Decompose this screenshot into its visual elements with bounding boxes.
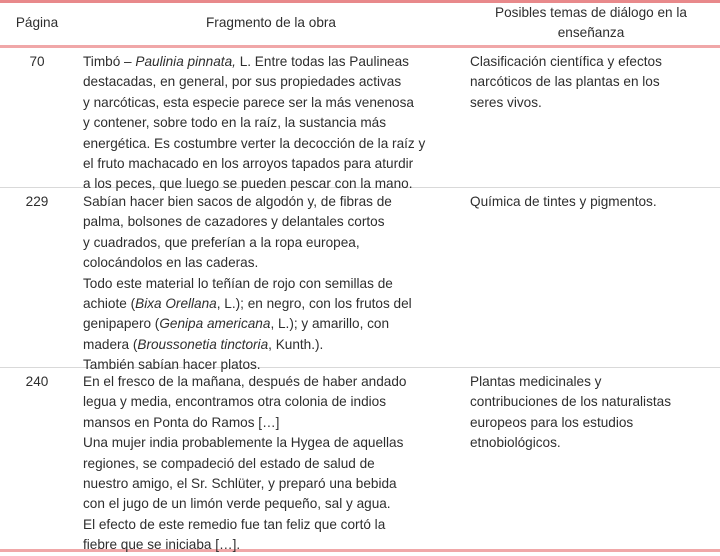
fragment-line: [83, 274, 463, 294]
theme-line: europeos para los estudios: [470, 414, 634, 430]
fragment-line: [83, 72, 463, 92]
text-segment: , L.); en negro, con los frutos del: [216, 296, 412, 312]
fragment-line: [83, 372, 463, 392]
text-segment: fiebre que se iniciaba […].: [83, 537, 241, 553]
text-segment: mansos en Ponta do Ramos […]: [83, 414, 280, 430]
header-fragment: Fragmento de la obra: [206, 15, 336, 30]
text-segment: L. Entre todas las Paulineas: [235, 54, 409, 69]
page-number: 70: [29, 54, 45, 69]
text-segment: Sabían hacer bien sacos de algodón y, de fibras de: [83, 194, 392, 209]
fragment-line: [83, 413, 463, 433]
theme-line: Química de tintes y pigmentos.: [470, 194, 657, 209]
text-segment: el fruto machacado en los arroyos tapados para aturdir: [83, 156, 414, 172]
fragment-line: [83, 314, 463, 334]
fragment-line: [83, 494, 463, 514]
header-themes-line: enseñanza: [557, 25, 625, 40]
text-segment: colocándolos en las caderas.: [83, 255, 259, 271]
species-name: Genipa americana: [159, 316, 271, 332]
text-segment: Todo este material lo teñían de rojo con semillas de: [83, 275, 393, 291]
theme-line: Plantas medicinales y: [470, 374, 602, 389]
fragment-line: [83, 212, 463, 232]
text-segment: con el jugo de un limón verde pequeño, sal y agua.: [83, 496, 391, 512]
text-segment: y contener, sobre todo en la raíz, la sustancia más: [83, 115, 387, 131]
fragment-line: [83, 515, 463, 535]
page-number: 240: [25, 374, 49, 389]
text-segment: legua y media, encontramos otra colonia de indios: [83, 394, 387, 410]
text-segment: En el fresco de la mañana, después de haber andado: [83, 374, 407, 389]
fragment-line: [83, 113, 463, 133]
text-segment: genipapero (: [83, 316, 160, 332]
text-segment: Timbó –: [83, 54, 136, 69]
fragment-text: [83, 192, 463, 376]
fragment-line: [83, 93, 463, 113]
fragment-line: [83, 335, 463, 355]
text-segment: y cuadrados, que preferían a la ropa europea,: [83, 234, 360, 250]
header-page: Página: [15, 15, 59, 30]
species-name: Bixa Orellana: [135, 296, 217, 312]
fragment-line: [83, 233, 463, 253]
text-segment: nuestro amigo, el Sr. Schlüter, y preparó una bebida: [83, 476, 397, 492]
fragment-line: [83, 253, 463, 273]
text-segment: y narcóticas, esta especie parece ser la más venenosa: [83, 94, 414, 110]
theme-line: narcóticos de las plantas en los: [470, 74, 660, 90]
fragment-line: [83, 454, 463, 474]
dialogue-themes: [470, 52, 715, 113]
fragment-text: [83, 372, 463, 556]
fragment-line: [83, 474, 463, 494]
text-segment: El efecto de este remedio fue tan feliz que cortó la: [83, 516, 386, 532]
fragment-line: [83, 52, 463, 72]
text-segment: palma, bolsones de cazadores y delantales cortos: [83, 214, 385, 230]
text-segment: regiones, se compadeció del estado de salud de: [83, 455, 375, 471]
text-segment: , L.); y amarillo, con: [270, 316, 390, 332]
text-segment: achiote (: [83, 296, 136, 312]
theme-line: etnobiológicos.: [470, 435, 561, 451]
fragment-line: [83, 392, 463, 412]
header-rule: [0, 45, 720, 48]
fragment-text: [83, 52, 463, 195]
species-name: Paulinia pinnata,: [135, 54, 236, 69]
fragment-line: [83, 154, 463, 174]
header-themes: [462, 3, 720, 43]
fragment-line: [83, 294, 463, 314]
text-segment: , Kunth.).: [268, 336, 324, 352]
fragment-line: [83, 433, 463, 453]
text-segment: destacadas, en general, por sus propiedades activas: [83, 74, 402, 90]
text-segment: Una mujer india probablemente la Hygea de aquellas: [83, 435, 404, 451]
text-segment: También sabían hacer platos.: [83, 357, 261, 373]
theme-line: seres vivos.: [470, 94, 542, 110]
species-name: Broussonetia tinctoria: [137, 336, 269, 352]
page-number: 229: [25, 194, 49, 209]
dialogue-themes: [470, 372, 715, 454]
header-themes-line: Posibles temas de diálogo en la: [495, 5, 687, 20]
text-segment: energética. Es costumbre verter la decocción de la raíz y: [83, 135, 426, 151]
text-segment: madera (: [83, 336, 138, 352]
fragment-line: [83, 192, 463, 212]
fragment-line: [83, 134, 463, 154]
theme-line: Clasificación científica y efectos: [470, 54, 662, 69]
dialogue-themes: [470, 192, 715, 212]
theme-line: contribuciones de los naturalistas: [470, 394, 671, 410]
text-segment: a los peces, que luego se pueden pescar con la mano.: [83, 176, 413, 192]
